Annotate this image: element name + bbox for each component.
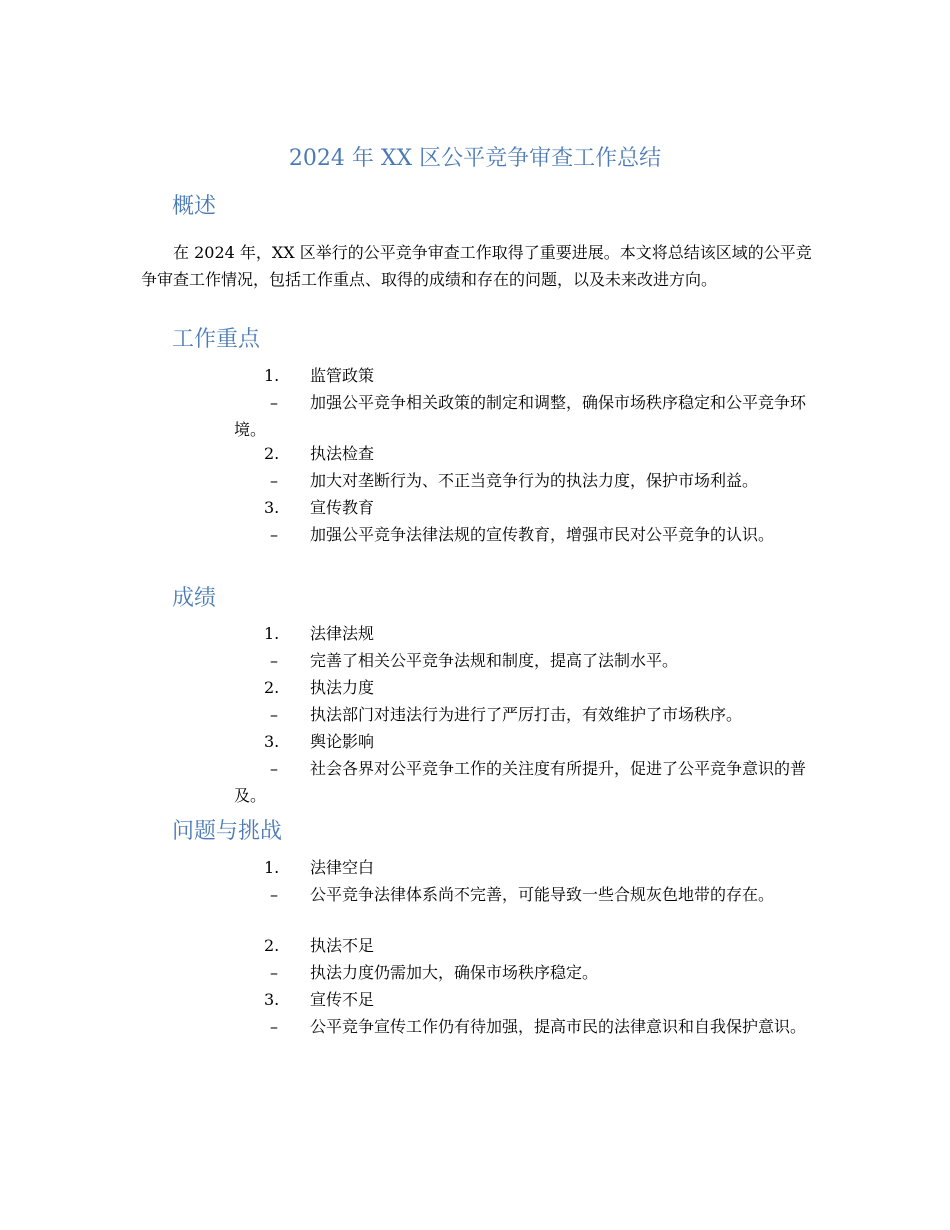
list-number: 2.	[264, 444, 280, 463]
list-item-description: 公平竞争宣传工作仍有待加强，提高市民的法律意识和自我保护意识。	[310, 1017, 807, 1036]
list-item-label: 舆论影响	[310, 732, 375, 751]
list-item-label: 执法检查	[310, 444, 375, 463]
list-dash: –	[270, 525, 278, 544]
overview-paragraph: 在 2024 年，XX 区举行的公平竞争审查工作取得了重要进展。本文将总结该区域的公平竞争审查工作情况，包括工作重点、取得的成绩和存在的问题，以及未来改进方向。	[141, 243, 812, 289]
list-number: 2.	[264, 936, 280, 955]
list-number: 1.	[264, 858, 280, 877]
list-number: 1.	[264, 624, 280, 643]
list-dash: –	[270, 963, 278, 982]
list-dash: –	[270, 651, 278, 670]
list-dash: –	[270, 705, 278, 724]
list-item-label: 执法力度	[310, 678, 375, 697]
heading-overview: 概述	[172, 194, 217, 219]
list-dash: –	[270, 885, 278, 904]
list-item-label: 宣传不足	[310, 990, 375, 1009]
list-item-description: 完善了相关公平竞争法规和制度，提高了法制水平。	[310, 651, 679, 670]
list-item-description: 执法力度仍需加大，确保市场秩序稳定。	[310, 963, 599, 982]
list-item-description: 公平竞争法律体系尚不完善，可能导致一些合规灰色地带的存在。	[310, 885, 775, 904]
list-item-label: 执法不足	[310, 936, 375, 955]
list-number: 3.	[264, 498, 280, 517]
list-item-description: 执法部门对违法行为进行了严厉打击，有效维护了市场秩序。	[310, 705, 743, 724]
list-item-description: 加大对垄断行为、不正当竞争行为的执法力度，保护市场利益。	[310, 471, 759, 490]
list-number: 3.	[264, 990, 280, 1009]
list-number: 3.	[264, 732, 280, 751]
list-item-label: 宣传教育	[310, 498, 375, 517]
list-item-label: 法律空白	[310, 858, 375, 877]
heading-work-focus: 工作重点	[172, 327, 261, 352]
list-number: 1.	[264, 366, 280, 385]
list-dash: –	[270, 759, 278, 778]
heading-achievements: 成绩	[172, 586, 217, 611]
list-dash: –	[270, 471, 278, 490]
list-dash: –	[270, 393, 278, 412]
heading-problems: 问题与挑战	[172, 819, 283, 844]
document-title: 2024 年 XX 区公平竞争审查工作总结	[288, 146, 662, 171]
list-number: 2.	[264, 678, 280, 697]
list-item-description: 加强公平竞争法律法规的宣传教育，增强市民对公平竞争的认识。	[310, 525, 775, 544]
list-dash: –	[270, 1017, 278, 1036]
list-item-description: 加强公平竞争相关政策的制定和调整，确保市场秩序稳定和公平竞争环境。	[234, 393, 807, 439]
list-item-description: 社会各界对公平竞争工作的关注度有所提升，促进了公平竞争意识的普及。	[234, 759, 807, 805]
list-item-label: 法律法规	[310, 624, 375, 643]
list-item-label: 监管政策	[310, 366, 375, 385]
